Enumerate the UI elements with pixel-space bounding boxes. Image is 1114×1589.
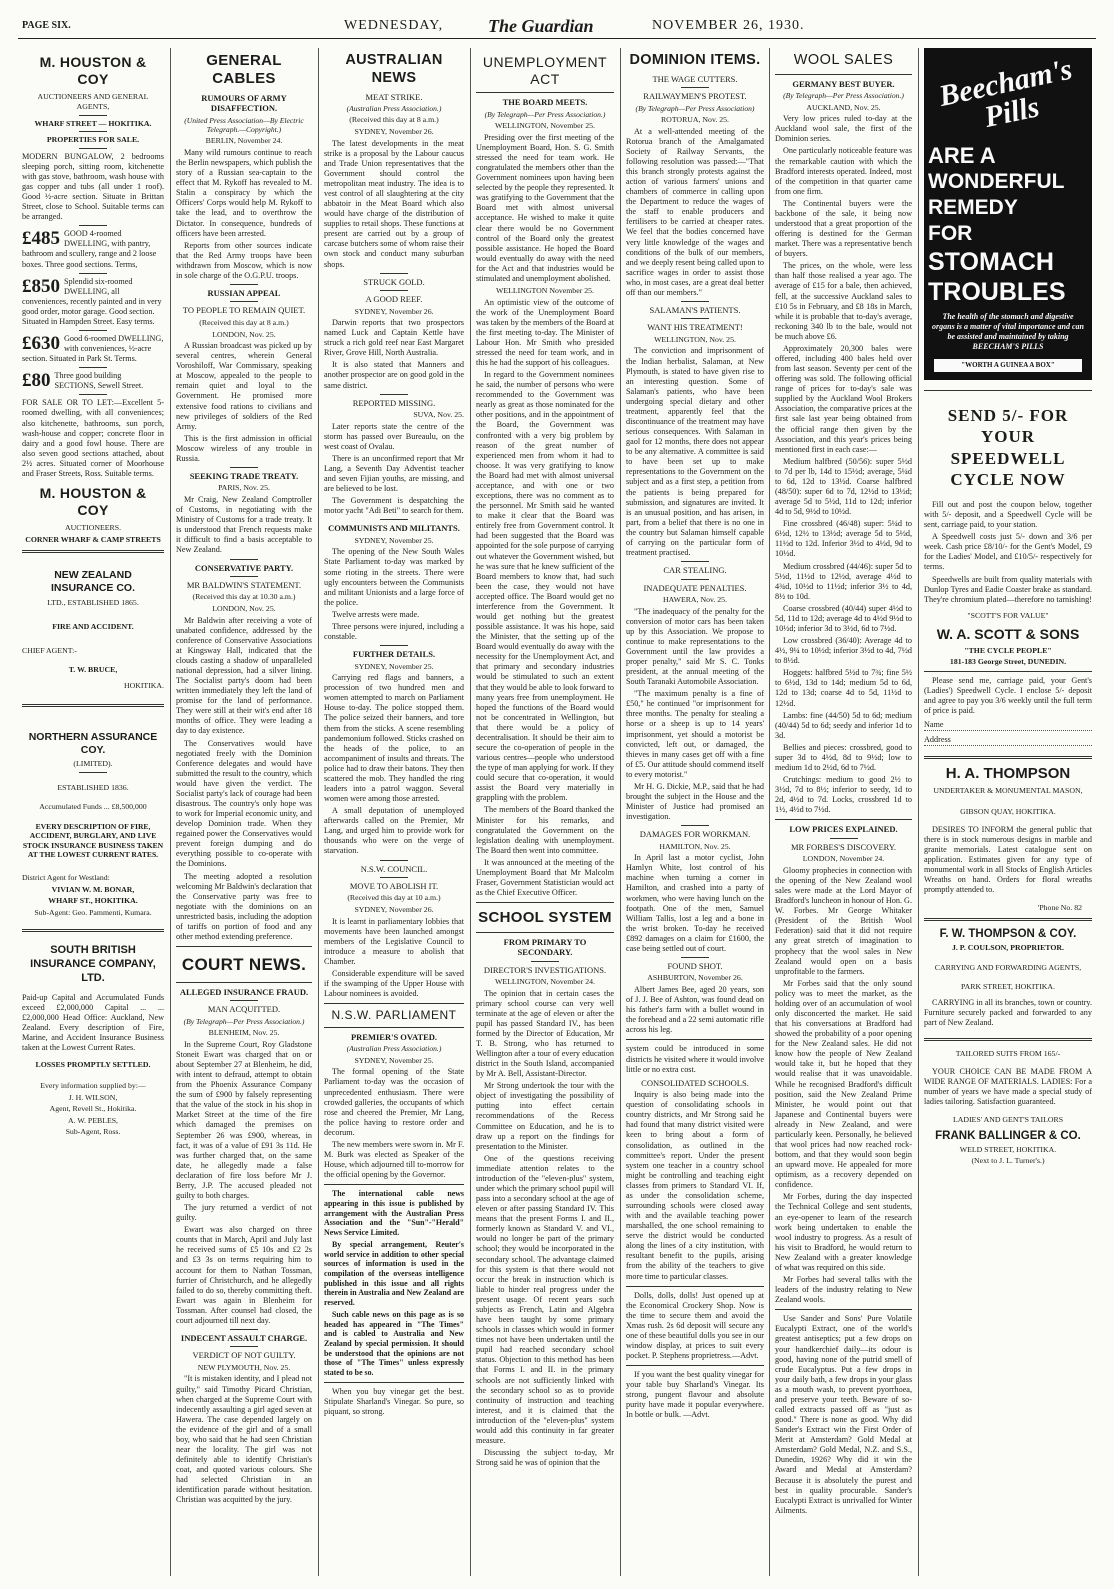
properties-heading: PROPERTIES FOR SALE. — [46, 135, 140, 145]
gold-para: It is also stated that Manners and another prospector are on good gold in the same district. — [324, 360, 464, 390]
south-british-agent: J. H. WILSON, — [68, 1092, 118, 1102]
nsw-council-heading: N.S.W. COUNCIL. — [360, 863, 428, 874]
nz-insurance-agent: CHIEF AGENT:- — [22, 645, 77, 655]
board-heading: THE BOARD MEETS. — [502, 97, 588, 108]
communists-dateline: SYDNEY, November 25. — [354, 535, 434, 545]
consolidated-para: Inquiry is also being made into the question of consolidating schools in country districts, and Mr Strong said he had found that many district visited were keen to bring about a form of consolidation, as outlined in the committee's report. Under the present system one teacher in a country school might be controlling and teaching eight classes from primers to Standard VI. If, as under the consolidation scheme, surrounding schools were closed away with and the available teaching power marshalled, the one school remaining to serve the district would be conducted along the lines of a city institution, with resultant benefit to the pupils, arising from the ability of the teachers to give more time to particular classes. — [626, 1090, 764, 1281]
rumours-para: Reports from other sources indicate that the Red Army troops have been withdrawn from Moscow, which is now in sole charge of the O.G.P.U. troops. — [176, 240, 312, 280]
conservative-para: The Conservatives would have negotiated freely with the Dominion Conference delegates and would have submitted the result to the country, which would have given the verdict. The Socialist party's lack of courage had been disastrous. The country's only hope was to work for Imperial economic unity, and develop Dominion trade. When they regained power the Conservatives would prevent foreign dumping and do everything possible to co-operate with the Dominions. — [176, 738, 312, 869]
assault-para: "It is mistaken identity, and I plead not guilty," said Timothy Picard Christian, when charged at the Supreme Court with indecently assaulting a girl aged seven at Hawera. The case depended largely on the evidence of the girl and of a small boy, who said that he had seen Christian near the locality. The girl was not definitely able to identify Christian's coat, and quoted various colours. She had selected Christian in an identification parade without hesitation. Christian was acquitted by the jury. — [176, 1374, 312, 1505]
column-classifieds — [22, 48, 164, 1578]
school-para: The opinion that in certain cases the primary school course can very well terminate at the age of eleven or after the pupil has passed Standard IV., has been formed by the Director of Education, Mr T. B. Strong, who has returned to Wellington after a tour of every education district in the South Island, accompanied by Mr A. Bell, Assistant-Director. — [476, 988, 614, 1079]
wage-dateline: ROTORUA, Nov. 25. — [660, 115, 729, 125]
fraud-para: Ewart was also charged on three counts that in March, April and July last he received sums of £5 10s and £2 2s and £3 3s on terms requiring him to account for them to Nathan Tossman, furrier of Christchurch, and he allegedly failed to do so, thereby committing theft. Ewart was again in Blenheim for Tossman. After counsel had closed, the court adjourned till next day. — [176, 1225, 312, 1325]
beechams-line: TROUBLES — [928, 278, 1066, 307]
trade-para: Mr Craig, New Zealand Comptroller of Customs, in negotiating with the Ministry of Customs for a trade treaty. It is understood that French requests make it difficult to find a basis acceptable to New Zealand. — [176, 495, 312, 555]
fw-thompson-prop: J. P. COULSON, PROPRIETOR. — [952, 943, 1064, 953]
wool-price-para: Fine crossbred (46/48) super: 5¼d to 6½d, 12½ to 13½d; average 5d to 5½d, 11½d to 12d. Inferior 3½d to 4½d, 9d to 10½d. — [775, 519, 912, 559]
south-british-agent-addr: Agent, Revell St., Hokitika. — [49, 1104, 137, 1114]
court-news-heading: COURT NEWS. — [181, 955, 307, 975]
meat-source: (Australian Press Association.) — [346, 104, 442, 114]
thompson-para: DESIRES TO INFORM the general public that there is in stock numerous designs in marble and granite memorials. Latest catalogue sent on application. Estimates given for any type of monumental work in all Stocks of English Articles Wreaths on hand. Orders for floral wreaths promptly attended to. — [924, 824, 1092, 895]
salaman-sub: WANT HIS TREATMENT! — [647, 322, 743, 333]
school-sub-2: DIRECTOR'S INVESTIGATIONS. — [483, 964, 607, 975]
beechams-line: FOR — [928, 221, 973, 245]
scott-name: W. A. SCOTT & SONS — [936, 626, 1080, 643]
conservative-heading: CONSERVATIVE PARTY. — [194, 562, 294, 573]
fw-thompson-name: F. W. THOMPSON & COY. — [939, 927, 1077, 940]
fraud-para: In the Supreme Court, Roy Gladstone Stoneit Ewart was charged that on or about September 27 at Blenheim, he did, with intent to defraud, attempt to obtain from the Phoenix Assurance Company the sum of £900 by falsely representing that the value of the stock in his shop in Market Street at the time of the fire which damaged the premises on September 26 was £900, whereas, in fact, it was of a value of £91 3s 11d. He was further charged that, on the same date, he allegedly made a false declaration of fire loss before Mr J. Berry, J.P. The accused pleaded not guilty to both charges. — [176, 1039, 312, 1200]
further-para: A small deputation of unemployed afterwards called on the Premier, Mr Lang, and urged him to provide work for thousands who were on the verge of starvation. — [324, 806, 464, 856]
ballinger-next: (Next to J. L. Turner's.) — [971, 1156, 1045, 1166]
houston-sub: AUCTIONEERS AND GENERAL AGENTS, — [37, 92, 149, 112]
board-para: It was announced at the meeting of the Unemployment Board that Mr Malcolm Fraser, Government Statistician would act as the Chief Executive Officer. — [476, 857, 614, 898]
wool-price-para: Low crossbred (36/40): Average 4d to 4½, 9¼ to 10½d; inferior 3½d to 4d, 7½d to 8½d. — [775, 636, 912, 666]
south-british-losses: LOSSES PROMPTLY SETTLED. — [35, 1059, 151, 1069]
board-source: (By Telegraph—Per Press Association.) — [484, 109, 606, 119]
dolls-ad: Dolls, dolls, dolls! Just opened up at the Economical Crockery Shop. Now is the time to secure them and avoid the Xmas rush. 2s 6d deposit will secure any one of these beautiful dolls you see in our window display, at prices to suit every pocket. P. Stephens proprietress.—Advt. — [626, 1290, 764, 1361]
nz-insurance-fire: FIRE AND ACCIDENT. — [52, 622, 134, 631]
conservative-para: The meeting adopted a resolution welcoming Mr Baldwin's declaration that the Conservative party was free to negotiate with the dominions on an unrestricted basis, including the adoption of tariffs on portion of food and any other method extending preference. — [176, 871, 312, 942]
parliament-para: The formal opening of the State Parliament to-day was the occasion of unprecedented enthusiasm. There were crowded galleries, the occupants of which rose and cheered the Premier, Mr Lang, the police having to restore order and decorum. — [324, 1067, 464, 1137]
wool-sub: GERMANY BEST BUYER. — [792, 78, 895, 89]
tailored-sub: LADIES' AND GENT'S TAILORS — [952, 1114, 1064, 1124]
fw-thompson-sub: CARRYING AND FORWARDING AGENTS, — [934, 962, 1082, 972]
houston-addr-2: CORNER WHARF & CAMP STREETS — [25, 535, 161, 545]
appeal-dateline: LONDON, Nov. 25. — [212, 329, 276, 339]
board-para: An optimistic view of the outcome of the work of the Unemployment Board was taken by the members of the Board at the first meeting to-day. The Minister of Labour Hon. Mr Smith who presided stressed the need for team work, and in this he had the support of his colleagues. — [476, 297, 614, 368]
vinegar-ad: When you buy vinegar get the best. Stipulate Sharland's Vinegar. So pure, so piquant, so strong. — [324, 1386, 464, 1417]
rumours-source: (United Press Association—By Electric Telegraph.—Copyright.) — [184, 115, 304, 135]
missing-dateline: SUVA, Nov. 25. — [413, 410, 464, 420]
listing-850: £850 Splendid six-roomed DWELLING, all conveniences, recently painted and in very good order, motor garage. Good section. Situated in Hampden Street. Easy terms. — [22, 275, 162, 326]
fraud-source: (By Telegraph—Per Press Association.) — [183, 1016, 305, 1026]
page-number: PAGE SIX. — [22, 20, 71, 31]
damages-para: In April last a motor cyclist, John Hamlyn White, lost control of his machine when turning a corner in Hamilton, and crashed into a party of workmen, who were having lunch on the footpath. One of the men, Samuel William Tallis, lost a leg and a bone in the wrist broken. To-day he received £892 damages on a claim for £1600, the case being settled out of court. — [626, 853, 764, 953]
appeal-sub: TO PEOPLE TO REMAIN QUIET. — [182, 305, 306, 316]
masthead — [18, 18, 1096, 39]
nsw-council-dateline: SYDNEY, November 26. — [354, 905, 434, 915]
wool-para: The prices, on the whole, were less than half those realised a year ago. The average of £15 for a bale, then achieved, fell, at the successive Auckland sales to £10 5s in February, and £8 18s in March, while it is probable that to-day's average, reckoning 340 lb to the bale, would not be much above £6. — [775, 261, 912, 341]
thompson-addr: GIBSON QUAY, HOKITIKA. — [960, 807, 1056, 817]
appeal-para: This is the first admission in official Moscow wireless of any trouble in Russia. — [176, 433, 312, 463]
beechams-line: STOMACH — [928, 247, 1054, 276]
column-rule — [170, 48, 171, 1576]
nsw-parliament-heading: N.S.W. PARLIAMENT — [331, 1008, 457, 1023]
south-british-info: Every information supplied by:— — [40, 1081, 146, 1091]
thompson-name: H. A. THOMPSON — [945, 765, 1071, 783]
salaman-dateline: WELLINGTON, Nov. 25. — [654, 334, 736, 344]
northern-assurance-est: ESTABLISHED 1836. — [57, 782, 129, 792]
meat-received: (Received this day at 8 a.m.) — [349, 115, 439, 125]
houston-addr: WHARF STREET — HOKITIKA. — [34, 118, 152, 128]
beechams-line: REMEDY — [928, 195, 1018, 219]
shot-dateline: ASHBURTON, November 26. — [647, 973, 743, 983]
nz-insurance-est: LTD., ESTABLISHED 1865. — [47, 598, 139, 608]
column-general-cables — [176, 48, 312, 1578]
board-dateline: WELLINGTON, November 25. — [495, 121, 595, 131]
bungalow-ad: MODERN BUNGALOW, 2 bedrooms sleeping porch, sitting room, kitchenette with gas stove, bathroom, wash house with gas copper and tubs (all under 1 roof). Good ½-acre section. Situate in Brittan Street, close to School. Suitable terms can be arranged. — [22, 151, 164, 222]
nsw-council-sub: MOVE TO ABOLISH IT. — [349, 881, 439, 891]
column-rule — [918, 48, 919, 1576]
column-rule — [620, 48, 621, 1576]
damages-heading: DAMAGES FOR WORKMAN. — [639, 829, 751, 840]
coupon-address-field: Address — [924, 735, 1092, 746]
ballinger-addr: WELD STREET, HOKITIKA. — [959, 1144, 1057, 1154]
parliament-dateline: SYDNEY, November 25. — [354, 1055, 434, 1065]
nsw-council-para: It is learnt in parliamentary lobbies that movements have been launched amongst members of the Legislative Council to introduce a measure to abolish that Chamber. — [324, 916, 464, 966]
conservative-para: Mr Baldwin after receiving a vote of unabated confidence, addressed by the conference of Conservative Associations at Kingsway Hall, indicated that the clouds casting a shadow of unparalleled national depression, had a silver lining. The Socialist party's doom had been written immediately they left the land of promise for the land of performance. They were still at their wit's end after 18 months of office. They were leading a day to day existence. — [176, 615, 312, 736]
communists-para: The opening of the New South Wales State Parliament to-day was marked by some rioting in the streets. There were ugly encounters between the Communists and militant Unionists and a large force of the police. — [324, 547, 464, 607]
school-system-heading: SCHOOL SYSTEM — [478, 909, 612, 927]
wool-price-para: Lambs: fine (44/50) 5d to 6d; medium (40/44) 5d to 6d; seedy and inferior 1d to 3d. — [775, 710, 912, 740]
nz-insurance-name: T. W. BRUCE, — [68, 665, 118, 675]
school-para: Discussing the subject to-day, Mr Strong said he was of opinion that the — [476, 1448, 614, 1468]
south-british-heading: SOUTH BRITISH INSURANCE COMPANY, LTD. — [30, 944, 156, 984]
low-prices-para: Mr Forbes had several talks with the leaders of the industry relating to New Zealand wools. — [775, 1275, 912, 1305]
wool-price-para: Medium halfbred (50/56): super 5½d to 7d per lb, 14d to 15½d; average, 5¼d to 6d, 12d to 13½d. Coarse halfbred (48/50): super 6d to 7d, 12½d to 13½d; average 5d to 5½d, 11d to 12d; inferior 4d to 5d, 9½d to 10½d. — [775, 456, 912, 517]
conservative-received: (Received this day at 10.30 a.m.) — [192, 592, 296, 602]
australian-news-heading: AUSTRALIAN NEWS — [345, 52, 443, 86]
column-rule — [470, 48, 471, 1576]
low-prices-sub: MR FORBES'S DISCOVERY. — [790, 841, 897, 852]
northern-assurance-name: VIVIAN W. M. BONAR, — [51, 884, 135, 894]
general-cables-heading: GENERAL CABLES — [206, 52, 282, 88]
salaman-para: The conviction and imprisonment of the Indian herbalist, Salaman, at New Plymouth, is stated to have given rise to an interesting question. Some of Salaman's patients, who have been undergoing special dietary and other treatment, apparently feel that the discontinuance of the treatment may have serious consequences. With Salaman in gaol for 12 months, there does not appear to be any alternative. A committee is said to have been set up to make representations to the Government on the subject and as a first step, a petition from the patients is being prepared for submission, and signatures are invited. It is an unusual position, and has arisen, in part, from a belief that there is no one in the country but Salaman himself capable of carrying on the particular form of treatment practised. — [626, 346, 764, 558]
coupon-name-field: Name — [924, 720, 1092, 731]
meat-para: The latest developments in the meat strike is a proposal by the Labour caucus and Trade Union representatives that the Government should control the metropolitan meat industry. The idea is to vest control of all slaughtering at the city abbatoir in the Meat Board which also would have charge of the distribution of supplies to retail shops. These functions at present are carried out by a group of carcase butchers some of whom raise their own stock and conduct many suburban shops. — [324, 138, 464, 269]
dominion-items-heading: DOMINION ITEMS. — [629, 52, 761, 68]
fw-thompson-addr: PARK STREET, HOKITIKA. — [961, 982, 1055, 992]
wool-price-para: Hoggets: halfbred 5½d to 7¾; fine 5½ to 6½d, 13d to 14d; medium 5d to 6d, 12d to 13d; coarse 4d to 5d, 11½d to 12½d. — [775, 668, 912, 708]
appeal-received: (Received this day at 8 a.m.) — [199, 317, 289, 327]
missing-heading: REPORTED MISSING. — [352, 397, 436, 408]
listing-80: £80 Three good building SECTIONS, Sewell Street. — [22, 370, 144, 392]
south-british-subagent-addr: Sub-Agent, Ross. — [65, 1127, 121, 1137]
fraud-dateline: BLENHEIM, Nov. 25. — [208, 1028, 280, 1038]
gold-heading: STRUCK GOLD. — [363, 276, 425, 287]
sanders-ad: Use Sander and Sons' Pure Volatile Eucalypti Extract, one of the world's greatest antiseptics; put a few drops on your handkerchief daily—its odour is good, having none of the putrid smell of crude Eucalyptus. Put a few drops in your daily bath, a few drops in your glass as a mouth wash, to prevent pyorrhoea, and preserve your teeth. Beware of so-called extracts passed off as "just as good." There is none as good. Why did Sander's Extract win the First Order of Merit at Amsterdam? Gold Medal at Amsterdam? Gold Medal, N.Z. and S.S., Dunedin, 1926? Why did it win the Award and Medal at Amsterdam? Because it is absolutely the purest and best in quality procurable. Sander's Eucalypti Extract is unrivalled for Winter Ailments. — [775, 1314, 912, 1515]
car-heading: CAR STEALING. — [663, 565, 727, 576]
appeal-heading: RUSSIAN APPEAL — [207, 288, 281, 299]
speedwell-para: Fill out and post the coupon below, together with 5/- deposit, and a Speedwell Cycle will be sent, carriage paid, to your station. — [924, 500, 1092, 530]
listing-485: £485 GOOD 4-roomed DWELLING, with pantry, bathroom and scullery, range and 2 loose boxes. Three good sections. Terms, — [22, 228, 157, 269]
school-sub: FROM PRIMARY TO SECONDARY. — [503, 936, 587, 958]
south-british-text: Paid-up Capital and Accumulated Funds exceed £2,000,000 Capital ... ... £2,000,000 Head Office: Auckland, New Zealand. Every description of Fire, Marine, and Accident Insurance Business taken at the Lowest Current Rates. — [22, 993, 164, 1053]
gold-sub: A GOOD REEF. — [365, 294, 423, 305]
shot-heading: FOUND SHOT. — [667, 961, 723, 972]
northern-assurance-funds: Accumulated Funds ... £8,500,000 — [39, 802, 147, 812]
wool-price-para: Bellies and pieces: crossbred, good to super 3d to 4½d, 8d to 9½d; low to medium 1d to 2½d, 6d to 7½d. — [775, 742, 912, 773]
wage-source: (By Telegraph—Per Press Association) — [635, 103, 755, 113]
board-para: Presiding over the first meeting of the Unemployment Board, Hon. S. G. Smith stressed the need for team work. He congratulated the members other than the Government nominees upon having been selected by the people they represented. It was gratifying to the Government that the Board met with almost universal acceptance. He wished to make it quite clear there would be no Government control of the Board only the greatest possible assistance. He hoped the Board would eventually do away with the need for the Act and that industries would be stimulated and unemployment abolished. — [476, 132, 614, 283]
houston-heading: M. HOUSTON & COY — [39, 54, 147, 88]
damages-dateline: HAMILTON, Nov. 25. — [659, 841, 731, 851]
car-dateline: HAWERA, Nov. 25. — [662, 595, 728, 604]
low-prices-dateline: LONDON, November 24. — [802, 854, 885, 864]
beechams-tag: "WORTH A GUINEA A BOX" — [934, 359, 1082, 372]
rumours-dateline: BERLIN, November 24. — [205, 136, 283, 146]
speedwell-para: Speedwells are built from quality materials with Dunlop Tyres and Eadie Coaster brake as standard. They're chromium plated—therefore no tarnishing! — [924, 574, 1092, 604]
cable-notice: The international cable news appearing in this issue is published by arrangement with the Australian Press Association and the "Sun"-"Herald" News Service Limited. By special arrangement, Reuter's world service in addition to other special sources of information is used in the compilation of the overseas intelligence published in this issue and all rights therein in Australia and New Zealand are reserved. Such cable news on this page as is so headed has appeared in "The Times" and is cabled to Australia and New Zealand by special permission. It should be understood that the opinions are not those of "The Times" unless expressly stated to be so. — [324, 1189, 464, 1378]
gold-para: Darwin reports that two prospectors named Luck and Captain Kettle have struck a rich gold reef near East Margaret River, Grove Hill, North Australia. — [324, 318, 464, 358]
nz-insurance-heading: NEW ZEALAND INSURANCE CO. — [50, 568, 135, 594]
parliament-source: (Australian Press Association.) — [346, 1044, 442, 1054]
car-para: "The maximum penalty is a fine of £50," he continued "or imprisonment for three months. The penalty for stealing a horse or a sheep is up to 14 years' imprisonment, yet should a motorist be convicted, left out, or damaged, the thieves in many cases get off with a fine of £5. Our attitude should commend itself to every motorist." — [626, 689, 764, 779]
column-australian-news — [324, 48, 464, 1578]
communists-para: Three persons were injured, including a constable. — [324, 621, 464, 642]
masthead-date: NOVEMBER 26, 1930. — [652, 18, 805, 33]
listing-630: £630 Good 6-roomed DWELLING, with conveniences, ½-acre section. Situated in Park St. Terms. — [22, 333, 164, 364]
board-dateline-2: WELLINGTON November 25. — [496, 285, 594, 295]
speedwell-heading: SEND 5/- FOR YOUR SPEEDWELL CYCLE NOW — [947, 406, 1069, 489]
houston-heading-2: M. HOUSTON & COY — [39, 485, 147, 519]
wool-para: One particularly noticeable feature was the remarkable caution with which the Bradford interests operated. Indeed, most of the competition in that quarter came from one firm. — [775, 146, 912, 196]
scott-coupon: Please send me, carriage paid, your Gent's (Ladies') Speedwell Cycle. I enclose 5/- deposit and agree to pay you 3/6 weekly until the full term of price is paid. — [924, 675, 1092, 715]
thompson-phone: 'Phone No. 82 — [1037, 903, 1082, 913]
meat-dateline: SYDNEY, November 26. — [354, 127, 434, 137]
wool-price-para: Coarse crossbred (40/44) super 4½d to 5d, 11d to 12d; average 4d to 4½d 9½d to 10½d; inferior 3d to 3½d, 6d to 7½d. — [775, 603, 912, 634]
scott-addr: 181-183 George Street, DUNEDIN. — [949, 657, 1067, 667]
fraud-para: The jury returned a verdict of not guilty. — [176, 1203, 312, 1223]
wool-para: Very low prices ruled to-day at the Auckland wool sale, the first of the Dominion series. — [775, 114, 912, 144]
consolidated-heading: CONSOLIDATED SCHOOLS. — [641, 1077, 749, 1088]
northern-assurance-desc: EVERY DESCRIPTION OF FIRE, ACCIDENT, BURGLARY, AND LIVE STOCK INSURANCE BUSINESS TAKEN AT THE LOWEST CURRENT RATES. — [22, 821, 164, 859]
assault-heading: INDECENT ASSAULT CHARGE. — [180, 1333, 308, 1343]
parliament-para: The new members were sworn in. Mr F. M. Burk was elected as Speaker of the House, which adjourned till to-morrow for the official opening by the Governor. — [324, 1139, 464, 1180]
conservative-sub: MR BALDWIN'S STATEMENT. — [186, 579, 302, 590]
low-prices-para: Gloomy prophecies in connection with the opening of the New Zealand wool sales were made at the Lord Mayor of Bradford's luncheon in honour of Hon. G. W. Forbes. Mr George Whitaker (President of the British Wool Federation) said that it did not require any great stretch of imagination to prophecy that the wool sales in New Zealand would open on a basis unprofitable to the farmers. — [775, 865, 912, 976]
beechams-line: ARE A — [928, 143, 996, 168]
meat-heading: MEAT STRIKE. — [365, 91, 423, 102]
beechams-ad — [924, 48, 1092, 380]
parliament-sub: PREMIER'S OVATED. — [350, 1031, 438, 1042]
thompson-sub: UNDERTAKER & MONUMENTAL MASON, — [933, 785, 1083, 795]
fraud-sub: MAN ACQUITTED. — [207, 1004, 281, 1015]
northern-assurance-agent: District Agent for Westland: — [22, 873, 110, 883]
scott-sub: "THE CYCLE PEOPLE" — [964, 645, 1052, 655]
beechams-text: The health of the stomach and digestive organs is a matter of vital importance and can be assisted and maintained by taking BEECHAM'S PILLS — [932, 312, 1085, 351]
wool-price-para: Crutchings: medium to good 2½ to 3½d, 7d to 8½; inferior to seedy, 1d to 2d, 4½d to 7d. Locks, crossbred 1d to 1½, 4½d to 7½d. — [775, 775, 912, 815]
gold-dateline: SYDNEY, November 26. — [354, 306, 434, 316]
communists-heading: COMMUNISTS AND MILITANTS. — [328, 523, 460, 534]
tailored-para: YOUR CHOICE CAN BE MADE FROM A WIDE RANGE OF MATERIALS. LADIES: For a number of years we have made a special study of ladies tailoring. Satisfaction guaranteed. — [924, 1066, 1092, 1106]
conservative-dateline: LONDON, Nov. 25. — [212, 604, 276, 614]
nsw-council-para: Considerable expenditure will be saved if the swamping of the Upper House with Labour nominees is avoided. — [324, 969, 464, 999]
wool-dateline: AUCKLAND, Nov. 25. — [806, 102, 881, 112]
missing-para: The Government is despatching the motor yacht "Adi Beti" to search for them. — [324, 496, 464, 516]
wool-source: (By Telegraph—Per Press Association.) — [783, 91, 904, 101]
fw-thompson-para: CARRYING in all its branches, town or country. Furniture securely packed and forwarded to any part of New Zealand. — [924, 997, 1092, 1027]
tailored-heading: TAILORED SUITS FROM 165/- — [955, 1049, 1061, 1059]
car-sub: INADEQUATE PENALTIES. — [643, 582, 747, 593]
school-para: Mr Strong undertook the tour with the object of investigating the possibility of putting into effect certain recommendations of the Recess Committee on Education, and he is to draw up a report on the findings for presentation to the Minister. — [476, 1081, 614, 1151]
wool-price-para: Medium crossbred (44/46): super 5d to 5½d, 11½d to 12½d, average 4½d to 4¾d, 10½d to 11½d; inferior 3½ to 4d, 8½ to 10d. — [775, 561, 912, 601]
northern-assurance-ltd: (LIMITED). — [73, 759, 113, 769]
nz-insurance-town: HOKITIKA. — [123, 680, 164, 690]
beechams-line: WONDERFUL — [928, 170, 1065, 194]
appeal-para: A Russian broadcast was picked up by several centres, wherein General Voroshiloff, War Commissary, speaking at Moscow, appealed to the people to remain quiet and loyal to the Government. He promised more extensive food rations to civilians and new privileges of soldiers of the Red Army. — [176, 341, 312, 431]
low-prices-para: Mr Forbes said that the only sound policy was to meet the market, as the holding over of an accumulation of wool only disconcerted the market. He said that his conversations at Bradford had showed the probability of a poor opening for the New Zealand sales. He did not know how the people of New Zealand would take it, but he hoped that they would realise that it was unavoidable. While he recognised Bradford's difficult position, said the New Zealand Prime Minister, he would point out that Japanese and Continental buyers were already in New Zealand, and were particularly keen. Personally, he believed that wool prices had now reached rock-bottom, and that they would soon begin an upward move. He appealed for more optimism, as a recovery depended on confidence. — [775, 978, 912, 1190]
column-rule — [318, 48, 319, 1576]
masthead-paper-title: The Guardian — [488, 16, 594, 36]
column-advertisements — [924, 48, 1092, 1578]
column-dominion-items — [626, 48, 764, 1578]
column-rule — [769, 48, 770, 1576]
school-continued: system could be introduced in some districts he visited where it would involve little or no extra cost. — [626, 1044, 764, 1074]
northern-assurance-addr: WHARF ST., HOKITIKA. — [48, 896, 138, 906]
low-prices-para: Mr Forbes, during the day inspected the Technical College and sent students, an eye-opener to learn of the research work being undertaken to enable the wool industry to progress. As a result of his visit to Bradford, he would return to New Zealand with a greater knowledge of what was required on this side. — [775, 1192, 912, 1272]
car-para: Mr H. G. Dickie, M.P., said that he had brought the subject in the House and the Minister of Justice had promised an investigation. — [626, 781, 764, 822]
rumours-para: Many wild rumours continue to reach the Berlin newspapers, which publish the story of a Russian sea-captain to the effect that M. Rykoff has revealed to M. Stalin a conspiracy by which the Officers' Corps would help M. Rykoff to take the lead, and to overthrow the Dictator. In consequence, hundreds of officers have been arrested. — [176, 148, 312, 238]
nsw-council-received: (Received this day at 10 a.m.) — [347, 893, 441, 903]
column-unemployment — [476, 48, 614, 1578]
unemployment-act-heading: UNEMPLOYMENT ACT — [482, 54, 608, 88]
speedwell-para: A Speedwell costs just 5/- down and 3/6 per week. Cash price £8/10/- for the Gent's Model, £9 for the Ladies' Model, and £10/5/- respectively for terms. — [924, 532, 1092, 572]
wage-sub: RAILWAYMEN'S PROTEST. — [643, 91, 747, 102]
further-dateline: SYDNEY, November 25. — [354, 661, 434, 671]
scott-tag: "SCOTT'S FOR VALUE" — [967, 610, 1049, 620]
missing-para: There is an unconfirmed report that Mr Lang, a Seventh Day Adventist teacher and seven Fijian youths, are missing, and are believed to be lost. — [324, 453, 464, 494]
trade-heading: SEEKING TRADE TREATY. — [189, 471, 299, 482]
wage-para: At a well-attended meeting of the Rotorua branch of the Amalgamated Society of Railway Servants, the following resolution was passed:—"That this branch strongly protests against the action of various farmers' unions and chambers of commerce in calling upon the Department to reduce the wages of the staff to enable producers and fertilisers to be carried at cheaper rates. We feel that the bodies concerned have very little knowledge of the wages and conditions of the bulk of our members, and we deeply resent being called upon to sacrifice wages in order to assist those who, in most cases, are a great deal better off than our members." — [626, 126, 764, 297]
further-heading: FURTHER DETAILS. — [352, 649, 436, 660]
board-para: The members of the Board thanked the Minister for his remarks, and congratulated the Government on the legislation dealing with unemployment. The Board then went into committee. — [476, 805, 614, 855]
low-prices-heading: LOW PRICES EXPLAINED. — [789, 824, 898, 835]
south-british-subagent: A. W. PEBLES, — [67, 1115, 119, 1125]
ballinger-name: FRANK BALLINGER & CO. — [935, 1129, 1081, 1142]
for-sale-ad: FOR SALE OR TO LET:—Excellent 5-roomed dwelling, with all conveniences; also kitchenette, bathrooms, sun porch, wash-house and copper; concrete floor in dairy and a good fowl house. There are also seven good sections attached, about 2½ acres. Situated corner of Moorhouse and Fraser Streets, Ross. Suitable terms. — [22, 398, 164, 478]
wage-heading: THE WAGE CUTTERS. — [652, 73, 738, 84]
wool-para: The Continental buyers were the backbone of the sale, it being now understood that a great proportion of the offering is destined for the German market. There was a representative bench of buyers. — [775, 198, 912, 259]
school-para: One of the questions receiving immediate attention relates to the introduction of the "eleven-plus" system, under which the primary school pupil will pass into a secondary school at the age of eleven or after passing Standard IV. This means that the present Forms I. and II., formerly known as Standard V. and VI., would no longer be part of the primary school; they would be incorporated in the secondary school. The advantage claimed for this system is that there would not occur the break in instruction which is liable to hinder real progress under the present usage. Of recent years such subjects as French, Latin and Algebra have been taught by some primary schools in classes which would in former times not have been undertaken until the pupil had reached secondary school status. Objection to this method has been that Forms I. and II. in the primary schools are not sufficiently linked with the secondary school so as to provide continuity of instruction and teaching interest, and it is claimed that the introduction of the "eleven-plus" system would add this continuity in far greater measure. — [476, 1153, 614, 1445]
communists-para: Twelve arrests were made. — [332, 609, 420, 619]
houston-sub-2: AUCTIONEERS. — [64, 523, 122, 533]
masthead-day: WEDNESDAY, — [344, 18, 444, 33]
salaman-heading: SALAMAN'S PATIENTS. — [649, 304, 741, 315]
wool-para: Approximately 20,300 bales were offered, including 400 bales held over from last season. Seventy per cent of the offering was sold. The following official range of prices for to-day's sale was supplied by the Auckland Wool Brokers Association, the comparative prices at the first sale last year being obtained from the official range then given by the Association, and this year's prices being mentioned first in each case:— — [775, 343, 912, 454]
wool-sales-heading: WOOL SALES — [793, 52, 894, 68]
board-para: In regard to the Government nominees he said, the number of persons who were recommended to the Government was nearly as great as those nominated for the other positions, and in the appointment of the Board, the Government was confronted with a very big problem by reason of the great number of experienced men from whom it had to choose. It was very gratifying to know the Board had met with almost universal acceptance, and with one or two exceptions, there was no comment as to the personnel. Mr Smith said he wanted to make it clear that the Board was entirely free from Government control. It had been suggested that the Board was appointed for the sole purpose of carrying out whatever the Government wished, but he was sure that he knew sufficient of the Board members to know that, had such been the case, they would not have accepted office. The Board would get no interference from the Government. It would get nothing but the greatest possible assistance. It was his hope, said the Minister, that the setting up of the Board would eventually do away with the necessity for the Unemployment Act, and that primary and secondary industries would be stimulated to such an extent that they would be able to look forward to many years free from unemployment. He hoped the functions of the Board would not be concentrated in Wellington, but that there would be a policy of decentralisation. It should be their aim to secure the co-operation of people in the various centres—people who understood the type of man applying for work. If they could secure that co-operation, it would assist the Board very materially in grappling with the problem. — [476, 370, 614, 803]
beechams-logo: Beecham's Pills — [936, 52, 1076, 134]
northern-assurance-sub: Sub-Agent: Geo. Pammenti, Kumara. — [34, 907, 152, 917]
northern-assurance-heading: NORTHERN ASSURANCE COY. — [28, 731, 158, 757]
missing-para: Later reports state the centre of the storm has passed over Bureaulu, on the west coast of Ovalau. — [324, 421, 464, 451]
rumours-heading: RUMOURS OF ARMY DISAFFECTION. — [201, 92, 287, 114]
trade-dateline: PARIS, Nov. 25. — [218, 483, 270, 493]
assault-sub: VERDICT OF NOT GUILTY. — [192, 1350, 296, 1361]
further-para: Carrying red flags and banners, a procession of two hundred men and women attempted to march on Parliament House to-day. The police stopped them. The police seized their banners, and tore them from the sticks. A scene resembling pandemonium followed. Sticks crashed on the heads of the police, to an accompaniment of insults and threats. The police had to draw their batons. They then scattered the mob. They handled the ring leaders into a patrol waggon. Several women were among those arrested. — [324, 673, 464, 804]
school-dateline: WELLINGTON, November 24. — [495, 976, 595, 986]
car-para: "The inadequacy of the penalty for the conversion of motor cars has been taken up by this Association. We propose to continue to make representations to the Government until the law provides a proper penalty," said Mr S. C. Tonks president, at the annual meeting of the South Taranaki Automobile Association. — [626, 606, 764, 687]
column-wool-sales — [775, 48, 912, 1578]
vinegar-ad-2: If you want the best quality vinegar for your table buy Sharland's Vinegar. Its strong, pungent flavour and absolute purity have made it popular everywhere. In bottle or bulk. —Advt. — [626, 1370, 764, 1420]
assault-dateline: NEW PLYMOUTH, Nov. 25. — [197, 1362, 291, 1372]
fraud-heading: ALLEGED INSURANCE FRAUD. — [179, 987, 309, 997]
shot-para: Albert James Bee, aged 20 years, son of J. J. Bee of Ashton, was found dead on his father's farm with a bullet wound in the forehead and a 22 semi automatic rifle across his leg. — [626, 985, 764, 1035]
